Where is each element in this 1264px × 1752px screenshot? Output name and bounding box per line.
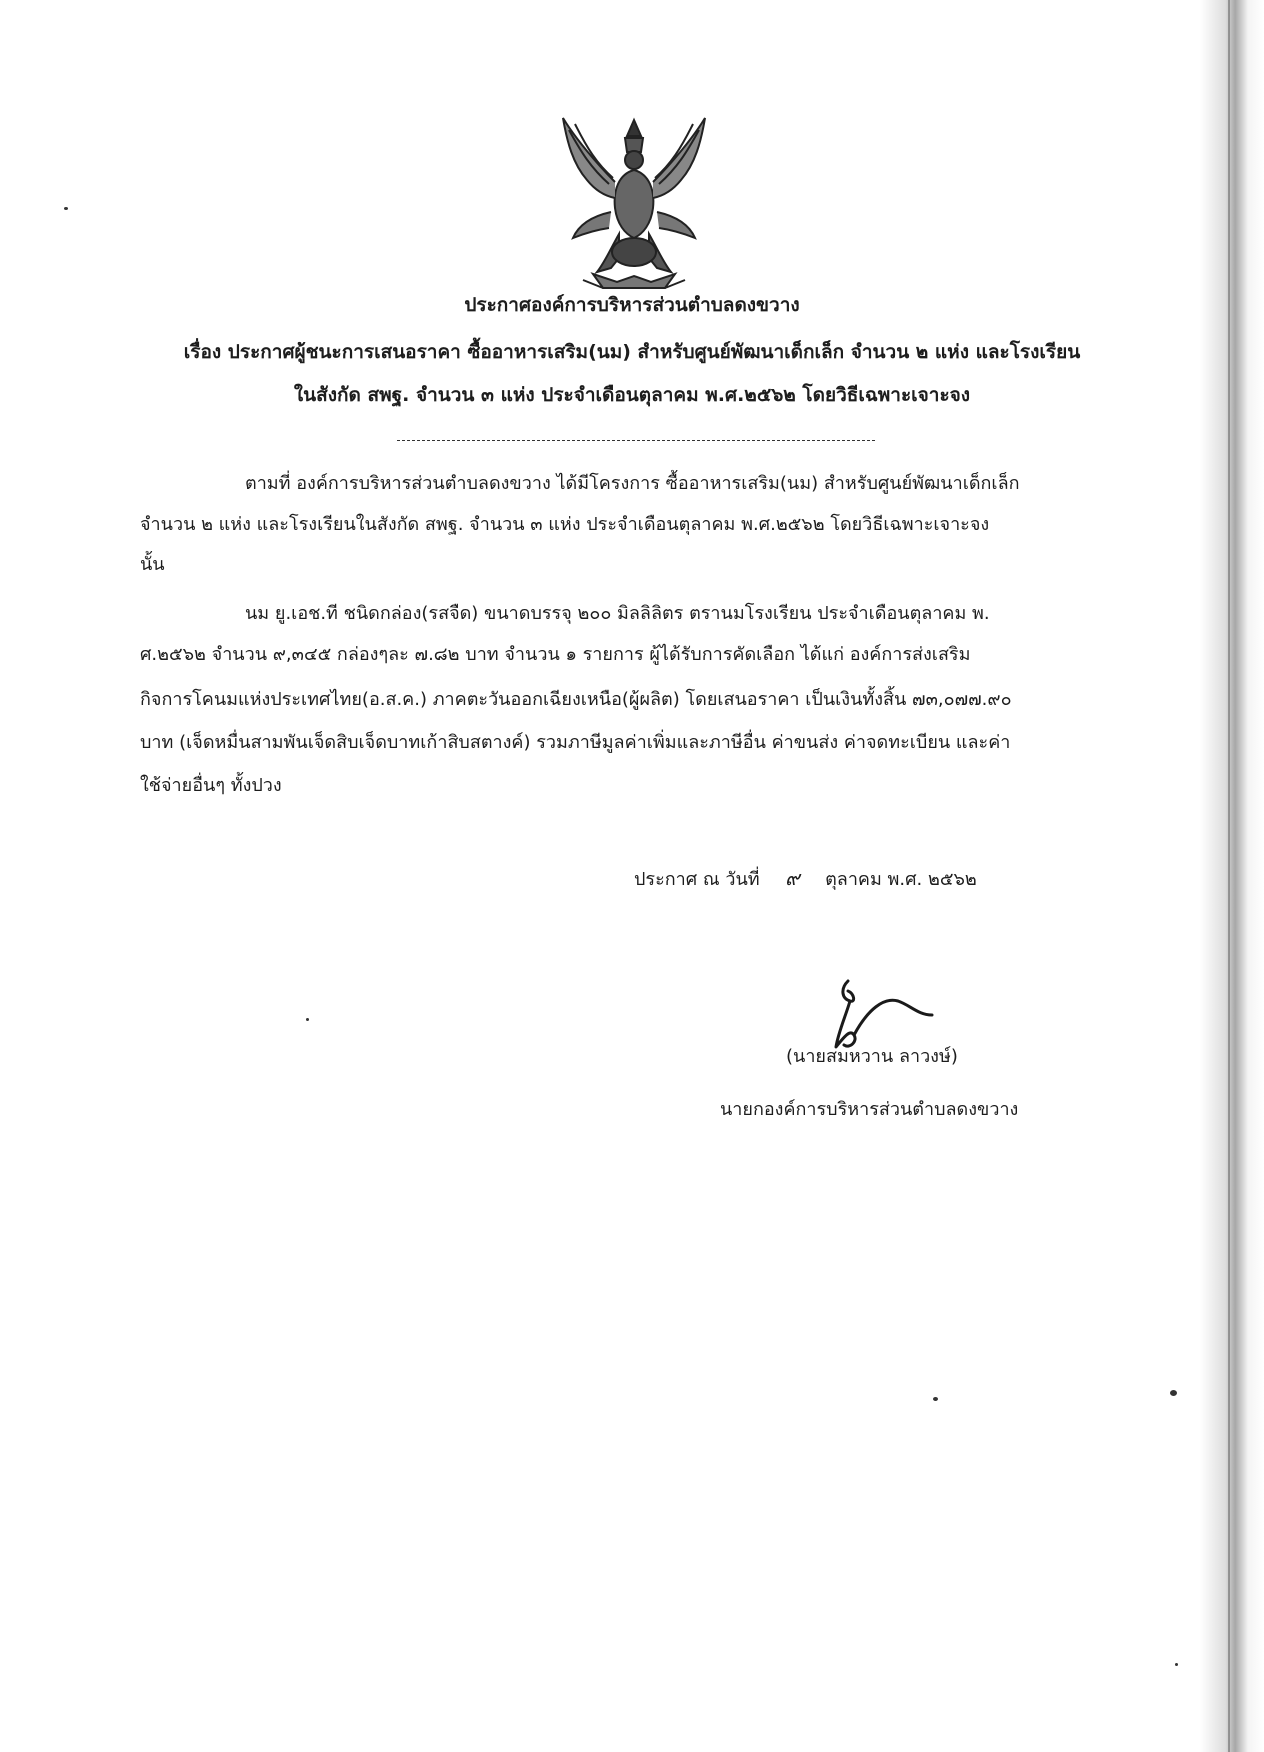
paragraph1-line2: จำนวน ๒ แห่ง และโรงเรียนในสังกัด สพฐ. จำนวน ๓ แห่ง ประจำเดือนตุลาคม พ.ศ.๒๕๖๒ โดยวิธีเฉพาะเจาะจง [140,514,990,535]
scan-speck [933,1397,938,1401]
paragraph2-line3: กิจการโคนมแห่งประเทศไทย(อ.ส.ค.) ภาคตะวันออกเฉียงเหนือ(ผู้ผลิต) โดยเสนอราคา เป็นเงินทั้งสิ้น ๗๓,๐๗๗.๙๐ [140,689,1012,710]
announcement-date-prefix: ประกาศ ณ วันที่ [634,869,760,890]
paragraph2-line4: บาท (เจ็ดหมื่นสามพันเจ็ดสิบเจ็ดบาทเก้าสิบสตางค์) รวมภาษีมูลค่าเพิ่มและภาษีอื่น ค่าขนส่ง ค่าจดทะเบียน และค่า [140,732,1011,753]
announcement-title: ประกาศองค์การบริหารส่วนตำบลดงขวาง [464,294,800,316]
scan-speck [306,1018,309,1021]
paragraph1-line1: ตามที่ องค์การบริหารส่วนตำบลดงขวาง ได้มีโครงการ ซื้ออาหารเสริม(นม) สำหรับศูนย์พัฒนาเด็กเล็ก [245,473,1020,494]
scan-speck [1170,1390,1177,1396]
announcement-date-suffix: ตุลาคม พ.ศ. ๒๕๖๒ [825,869,977,890]
garuda-emblem-icon [553,112,715,292]
paragraph2-line1: นม ยู.เอช.ที ชนิดกล่อง(รสจืด) ขนาดบรรจุ ๒๐๐ มิลลิลิตร ตรานมโรงเรียน ประจำเดือนตุลาคม พ. [245,603,990,624]
signer-position: นายกองค์การบริหารส่วนตำบลดงขวาง [720,1099,1019,1120]
scan-speck [64,207,68,210]
subject-line-2: ในสังกัด สพฐ. จำนวน ๓ แห่ง ประจำเดือนตุลาคม พ.ศ.๒๕๖๒ โดยวิธีเฉพาะเจาะจง [293,384,971,406]
subject-line-1: เรื่อง ประกาศผู้ชนะการเสนอราคา ซื้ออาหารเสริม(นม) สำหรับศูนย์พัฒนาเด็กเล็ก จำนวน ๒ แห่ง และโรงเรียน [183,341,1081,363]
paragraph2-line2: ศ.๒๕๖๒ จำนวน ๙,๓๔๕ กล่องๆละ ๗.๘๒ บาท จำนวน ๑ รายการ ผู้ได้รับการคัดเลือก ได้แก่ องค์การส่งเสริม [140,644,971,665]
signer-name: (นายสมหวาน ลาวงษ์) [786,1046,958,1067]
scan-speck [1175,1663,1178,1666]
announcement-day-handwritten: ๙ [785,866,800,890]
dashed-divider [397,440,875,441]
scan-page-edge-line [1228,0,1230,1752]
paragraph1-line3: นั้น [140,554,165,575]
scan-page-edge-shadow [1200,0,1264,1752]
announcement-date [634,866,977,892]
paragraph2-line5: ใช้จ่ายอื่นๆ ทั้งปวง [140,775,282,796]
handwritten-signature [820,975,940,1055]
